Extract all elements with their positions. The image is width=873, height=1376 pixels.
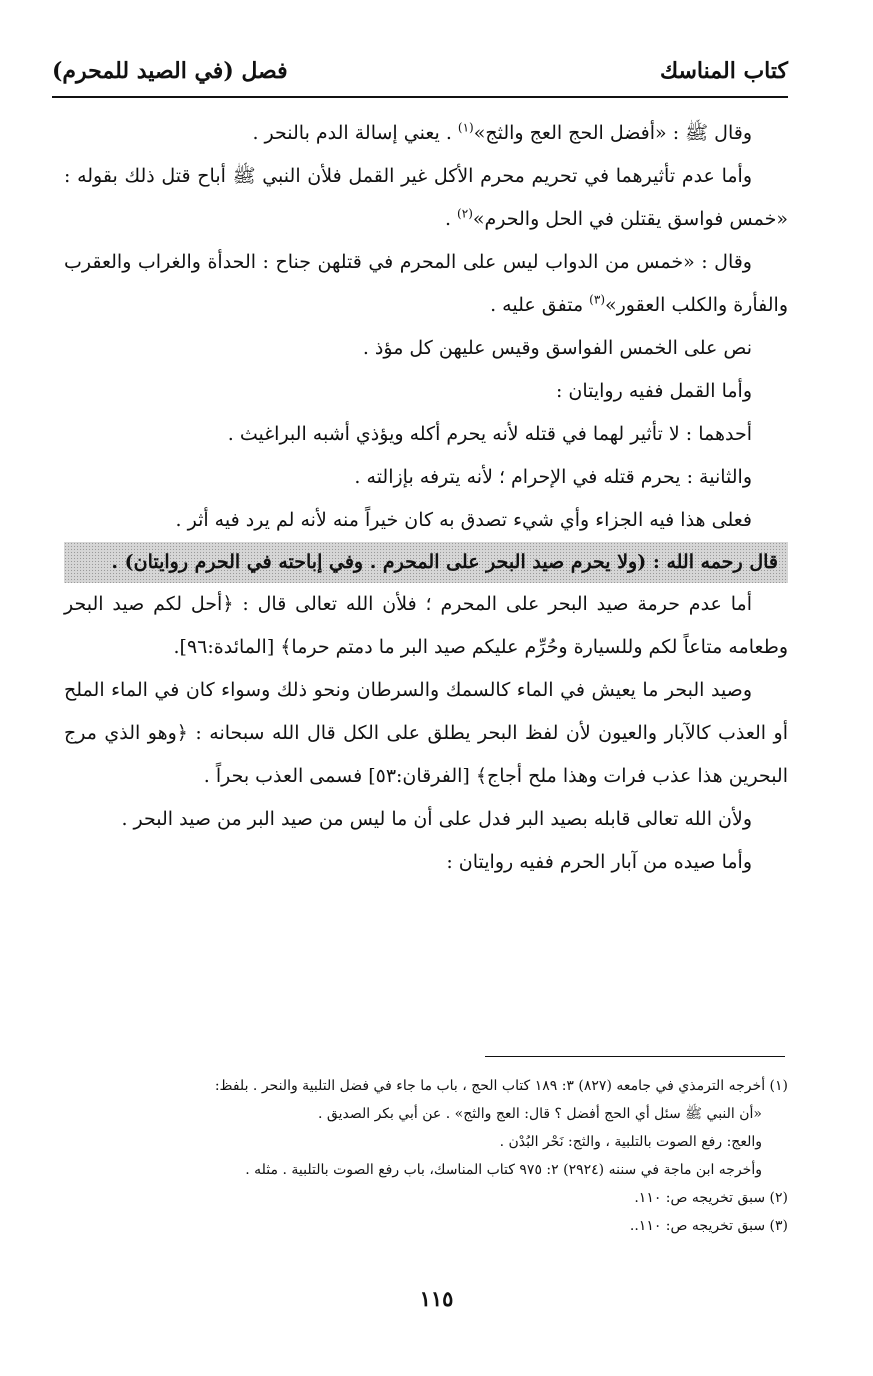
paragraph-text: فعلى هذا فيه الجزاء وأي شيء تصدق به كان خيراً منه لأنه لم يرد فيه أثر .: [175, 509, 752, 531]
running-header: [52, 46, 788, 96]
body-paragraph: [64, 583, 788, 669]
paragraph-text: وقال ﷺ : «أفضل الحج العج والثج»: [473, 122, 752, 144]
paragraph-text: وقال : «خمس من الدواب ليس على المحرم في قتلهن جناح : الحدأة والغراب والعقرب والفأرة والكلب العقور»: [64, 251, 788, 316]
footnote-line: (٢) سبق تخريجه ص: ١١٠.: [634, 1190, 788, 1206]
paragraph-text: وأما صيده من آبار الحرم ففيه روايتان :: [446, 851, 752, 873]
footnote-line: «أن النبي ﷺ سئل أي الحج أفضل ؟ قال: العج والثج» . عن أبي بكر الصديق .: [318, 1106, 762, 1122]
body-paragraph: [64, 155, 788, 241]
paragraph-text-continued: .: [444, 208, 458, 230]
footnote-line: والعج: رفع الصوت بالتلبية ، والثج: نَحْر البُدْن .: [499, 1134, 762, 1150]
paragraph-text: وأما القمل ففيه روايتان :: [555, 380, 752, 402]
body-paragraph: [64, 798, 788, 841]
footnote-line: وأخرجه ابن ماجة في سننه (٢٩٢٤) ٢: ٩٧٥ كتاب المناسك، باب رفع الصوت بالتلبية . مثله .: [245, 1162, 762, 1178]
body-paragraph: [64, 456, 788, 499]
body-paragraph: [64, 669, 788, 798]
body-paragraph: [64, 112, 788, 155]
section-heading: [64, 542, 788, 583]
footnote-line: (١) أخرجه الترمذي في جامعه (٨٢٧) ٣: ١٨٩ كتاب الحج ، باب ما جاء في فضل التلبية والنحر . بلفظ:: [214, 1078, 788, 1094]
paragraph-text: أما عدم حرمة صيد البحر على المحرم ؛ فلأن الله تعالى قال : ﴿أحل لكم صيد البحر وطعامه متاعاً لكم وللسيارة وحُرِّم عليكم صيد البر ما دمتم حرما﴾ [المائدة:٩٦].: [64, 593, 788, 658]
footnote-line: (٣) سبق تخريجه ص: ١١٠..: [629, 1218, 788, 1234]
paragraph-text: وأما عدم تأثيرهما في تحريم محرم الأكل غير القمل فلأن النبي ﷺ أباح قتل ذلك بقوله : «خمس فواسق يقتلن في الحل والحرم»: [64, 165, 788, 230]
paragraph-text-continued: متفق عليه .: [490, 294, 590, 316]
paragraph-text: وصيد البحر ما يعيش في الماء كالسمك والسرطان ونحو ذلك وسواء كان في الماء الملح أو العذب كالآبار والعيون لأن لفظ البحر يطلق على الكل قال الله سبحانه : ﴿وهو الذي مرج البحرين هذا عذب فرات وهذا ملح أجاج﴾ [الفرقان:٥٣] فسمى العذب بحراً .: [64, 679, 788, 787]
footnotes: [64, 1072, 788, 1240]
footnote-reference[interactable]: (٣): [589, 292, 605, 307]
chapter-title: فصل (في الصيد للمحرم): [52, 58, 288, 84]
body-paragraph: [64, 841, 788, 884]
footnote-reference[interactable]: (٢): [457, 206, 473, 221]
body-paragraph: [64, 327, 788, 370]
body-paragraph: [64, 370, 788, 413]
page-number: ١١٥: [419, 1286, 454, 1311]
paragraph-text: أحدهما : لا تأثير لهما في قتله لأنه يحرم أكله ويؤذي أشبه البراغيث .: [227, 423, 752, 445]
paragraph-text: والثانية : يحرم قتله في الإحرام ؛ لأنه يترفه بإزالته .: [354, 466, 752, 488]
body-paragraph: [64, 413, 788, 456]
book-title: كتاب المناسك: [659, 58, 788, 84]
body-paragraph: [64, 499, 788, 542]
paragraph-text-continued: . يعني إسالة الدم بالنحر .: [252, 122, 458, 144]
footnote-divider: [485, 1056, 785, 1057]
paragraph-text: ولأن الله تعالى قابله بصيد البر فدل على أن ما ليس من صيد البر من صيد البحر .: [121, 808, 752, 830]
main-text: [64, 112, 788, 884]
footnote-reference[interactable]: (١): [457, 120, 474, 135]
paragraph-text: قال رحمه الله : (ولا يحرم صيد البحر على المحرم . وفي إباحته في الحرم روايتان) .: [111, 551, 778, 573]
header-divider: [52, 96, 788, 98]
body-paragraph: [64, 241, 788, 327]
paragraph-text: نص على الخمس الفواسق وقيس عليهن كل مؤذ .: [362, 337, 752, 359]
